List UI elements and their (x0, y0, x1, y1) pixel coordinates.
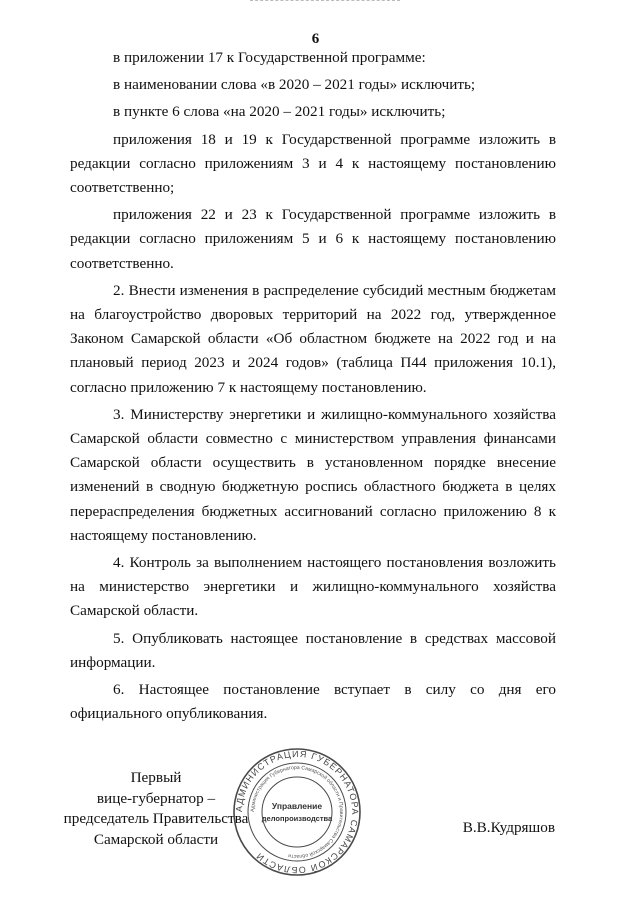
paragraph: приложения 22 и 23 к Государственной программе изложить в редакции согласно приложениям 5 и 6 к настоящему постановлению соответственно. (70, 206, 556, 272)
official-seal-stamp (231, 746, 363, 878)
document-body (70, 46, 556, 729)
seal-inner-text: Администрация Губернатора Самарской области и Правительства Самарской области (249, 764, 345, 860)
scan-edge-mark (250, 0, 400, 1)
signatory-title-line: председатель Правительства (63, 810, 249, 827)
signatory-title (56, 768, 256, 850)
paragraph: 4. Контроль за выполнением настоящего постановления возложить на министерство энергетики и жилищно-коммунального хозяйства Самарской области. (70, 554, 556, 620)
signatory-title-line: Самарской области (93, 830, 219, 848)
paragraph: в пункте 6 слова «на 2020 – 2021 годы» исключить; (113, 103, 446, 121)
paragraph: приложения 18 и 19 к Государственной программе изложить в редакции согласно приложениям 3 и 4 к настоящему постановлению соответственно; (70, 130, 556, 197)
signatory-name: В.В.Кудряшов (462, 819, 555, 836)
paragraph: 5. Опубликовать настоящее постановление в средствах массовой информации. (70, 629, 556, 671)
paragraph: 2. Внести изменения в распределение субсидий местным бюджетам на благоустройство дворовых территорий на 2022 год, утвержденное Законом Самарской области «Об областном бюджете на 2022 год и на плановый период 2023 и 2024 годов» (таблица П44 приложения 10.1), согласно приложению 7 к настоящему постановлению. (70, 281, 556, 396)
paragraph: 3. Министерству энергетики и жилищно-коммунального хозяйства Самарской области совместно с министерством управления финансами Самарской области осуществить в установленном порядке внесение изменений в сводную бюджетную роспись областного бюджета в целях перераспределения бюджетных ассигнований согласно приложению 8 к настоящему постановлению. (70, 405, 556, 544)
signatory-title-line: Первый (130, 769, 182, 786)
seal-outer-text: АДМИНИСТРАЦИЯ ГУБЕРНАТОРА САМАРСКОЙ ОБЛАСТИ (233, 748, 361, 876)
seal-center-line: Управление (271, 801, 323, 811)
paragraph: 6. Настоящее постановление вступает в силу со дня его официального опубликования. (70, 681, 556, 723)
seal-center-line: делопроизводства (261, 814, 333, 823)
page-number: 6 (311, 31, 320, 47)
paragraph: в наименовании слова «в 2020 – 2021 годы» исключить; (113, 76, 476, 94)
signatory-title-line: вице-губернатор – (96, 789, 216, 807)
paragraph: в приложении 17 к Государственной программе: (113, 49, 426, 66)
svg-text:Администрация Губернатора Сама (250, 765, 344, 859)
